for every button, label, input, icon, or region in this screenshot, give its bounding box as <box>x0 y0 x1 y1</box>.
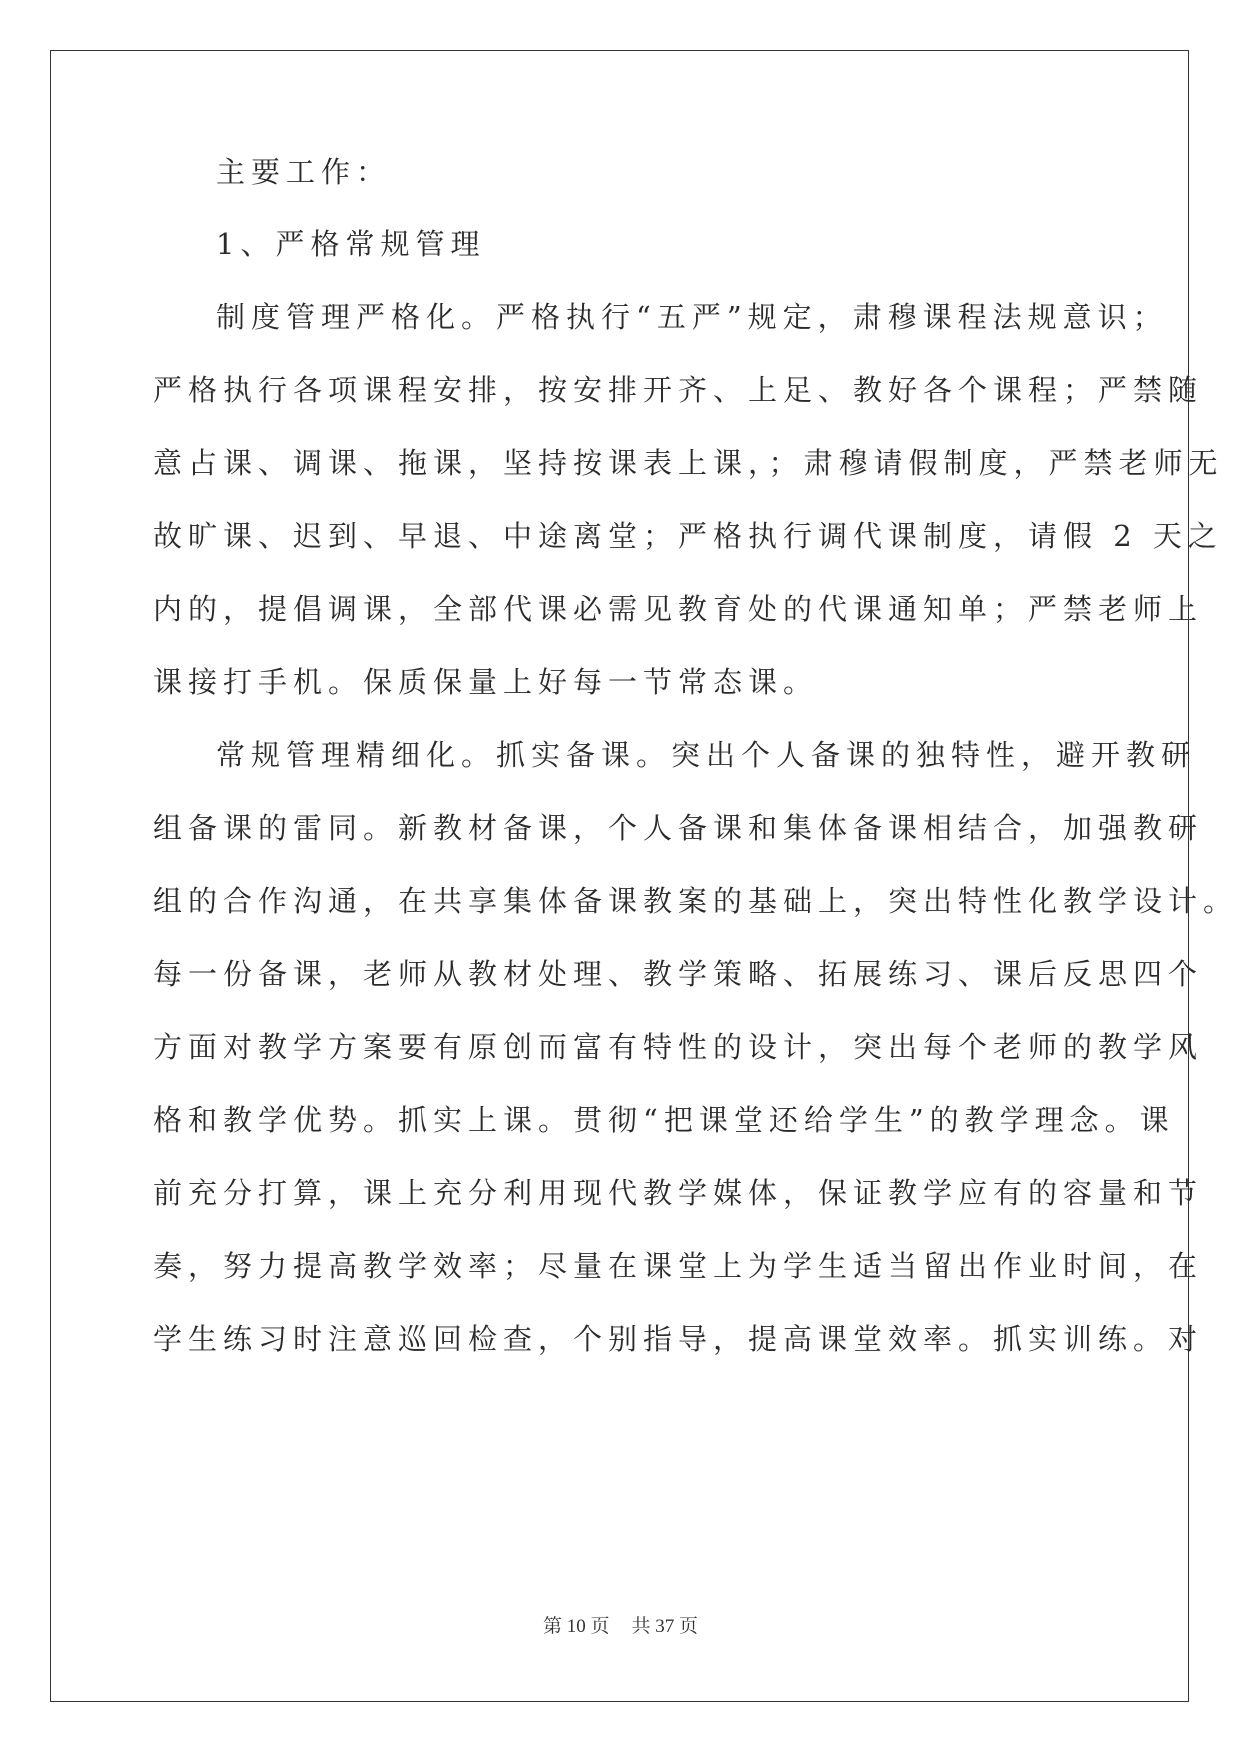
page-number: 第 10 页 <box>542 1616 610 1637</box>
paragraph-line: 前充分打算，课上充分利用现代教学媒体，保证教学应有的容量和节 <box>153 1176 1204 1210</box>
paragraph-line: 方面对教学方案要有原创而富有特性的设计，突出每个老师的教学风 <box>153 1030 1204 1064</box>
paragraph-line: 故旷课、迟到、早退、中途离堂；严格执行调代课制度，请假 2 天之 <box>153 519 1223 553</box>
paragraph-line: 常规管理精细化。抓实备课。突出个人备课的独特性，避开教研 <box>216 738 1197 772</box>
paragraph-line: 组备课的雷同。新教材备课，个人备课和集体备课相结合，加强教研 <box>153 811 1204 845</box>
paragraph-line: 意占课、调课、拖课，坚持按课表上课，；肃穆请假制度，严禁老师无 <box>153 446 1224 480</box>
paragraph-line: 组的合作沟通，在共享集体备课教案的基础上，突出特性化教学设计。 <box>153 884 1239 918</box>
paragraph-line: 严格执行各项课程安排，按安排开齐、上足、教好各个课程；严禁随 <box>153 373 1204 407</box>
heading: 主要工作： <box>216 155 392 189</box>
paragraph-line: 制度管理严格化。严格执行“五严”规定，肃穆课程法规意识； <box>216 300 1168 334</box>
page-footer <box>0 1615 1241 1639</box>
paragraph-line: 课接打手机。保质保量上好每一节常态课。 <box>153 665 819 699</box>
paragraph-line: 学生练习时注意巡回检查，个别指导，提高课堂效率。抓实训练。对 <box>153 1322 1204 1356</box>
paragraph-line: 格和教学优势。抓实上课。贯彻“把课堂还给学生”的教学理念。课 <box>153 1103 1175 1137</box>
section-title: 1、严格常规管理 <box>216 227 486 261</box>
paragraph-line: 内的，提倡调课，全部代课必需见教育处的代课通知单；严禁老师上 <box>153 592 1204 626</box>
paragraph-line: 每一份备课，老师从教材处理、教学策略、拓展练习、课后反思四个 <box>153 957 1204 991</box>
page-total: 共 37 页 <box>631 1616 699 1637</box>
paragraph-line: 奏，努力提高教学效率；尽量在课堂上为学生适当留出作业时间，在 <box>153 1249 1204 1283</box>
